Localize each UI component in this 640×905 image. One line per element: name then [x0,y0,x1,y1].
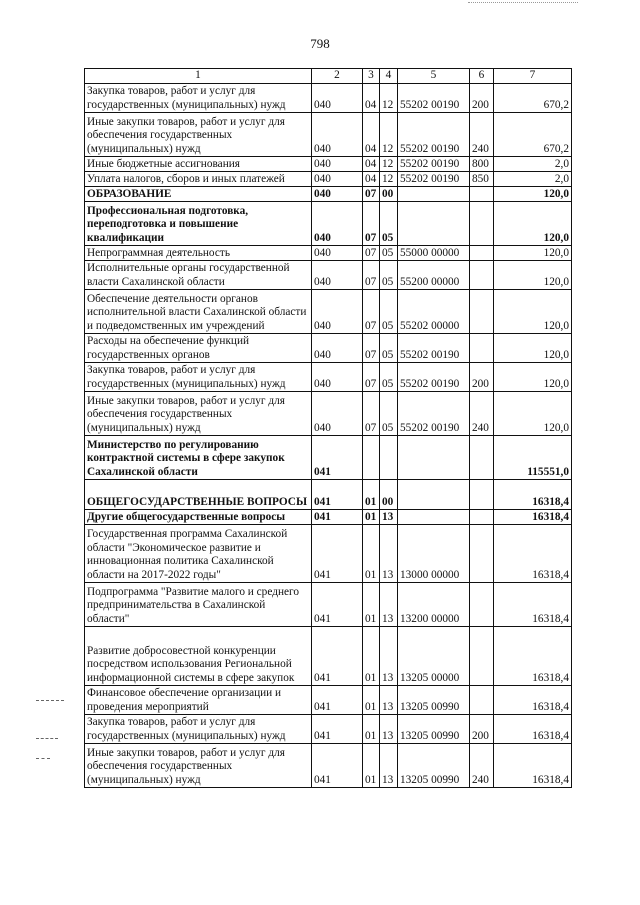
table-row [85,715,572,744]
subsection-code: 05 [380,363,398,392]
ministry-code: 041 [312,510,363,525]
item-name: ОБЩЕГОСУДАРСТВЕННЫЕ ВОПРОСЫ [85,480,312,510]
expense-type-code [470,290,494,334]
expense-type-code [470,436,494,480]
subsection-code: 12 [380,172,398,187]
amount-value: 120,0 [494,202,572,246]
table-row [85,187,572,202]
section-code: 07 [363,334,380,363]
subsection-code: 00 [380,480,398,510]
page-number: 798 [310,36,330,51]
amount-value: 16318,4 [494,744,572,788]
left-margin-mark [36,758,50,759]
subsection-code: 13 [380,525,398,583]
expense-type-code: 240 [470,392,494,436]
amount-value: 120,0 [494,261,572,290]
table-row [85,583,572,627]
amount-value: 120,0 [494,187,572,202]
expense-type-code [470,525,494,583]
ministry-code: 040 [312,261,363,290]
item-name: ОБРАЗОВАНИЕ [85,187,312,202]
amount-value: 16318,4 [494,627,572,686]
amount-value: 16318,4 [494,510,572,525]
item-name: Исполнительные органы государственной власти Сахалинской области [85,261,312,290]
table-row [85,202,572,246]
section-code: 04 [363,84,380,113]
target-article-code [398,480,470,510]
expense-type-code [470,202,494,246]
column-number-7: 7 [494,69,572,84]
item-name: Иные закупки товаров, работ и услуг для обеспечения государственных (муниципальных) нужд [85,392,312,436]
item-name: Профессиональная подготовка, переподготовка и повышение квалификации [85,202,312,246]
section-code: 07 [363,392,380,436]
section-code: 07 [363,187,380,202]
target-article-code [398,187,470,202]
item-name: Финансовое обеспечение организации и проведения мероприятий [85,686,312,715]
column-number-4: 4 [380,69,398,84]
target-article-code: 55202 00190 [398,113,470,157]
expense-type-code [470,510,494,525]
expense-type-code [470,480,494,510]
ministry-code: 040 [312,290,363,334]
subsection-code: 00 [380,187,398,202]
amount-value: 2,0 [494,157,572,172]
column-number-row [85,69,572,84]
subsection-code: 13 [380,583,398,627]
column-number-1: 1 [85,69,312,84]
subsection-code: 13 [380,510,398,525]
amount-value: 120,0 [494,392,572,436]
amount-value: 16318,4 [494,525,572,583]
ministry-code: 041 [312,436,363,480]
expense-type-code [470,686,494,715]
column-number-2: 2 [312,69,363,84]
table-row [85,261,572,290]
section-code: 07 [363,261,380,290]
target-article-code: 55202 00190 [398,157,470,172]
expense-type-code [470,187,494,202]
ministry-code: 041 [312,744,363,788]
item-name: Уплата налогов, сборов и иных платежей [85,172,312,187]
subsection-code [380,436,398,480]
subsection-code: 05 [380,261,398,290]
target-article-code: 55202 00190 [398,334,470,363]
top-margin-mark [468,2,578,3]
ministry-code: 040 [312,113,363,157]
item-name: Обеспечение деятельности органов исполнительной власти Сахалинской области и подведомственных им учреждений [85,290,312,334]
item-name: Непрограммная деятельность [85,246,312,261]
expense-type-code: 240 [470,113,494,157]
ministry-code: 040 [312,84,363,113]
ministry-code: 040 [312,202,363,246]
ministry-code: 040 [312,334,363,363]
amount-value: 16318,4 [494,715,572,744]
expense-type-code: 240 [470,744,494,788]
table-row [85,334,572,363]
table-row [85,290,572,334]
subsection-code: 13 [380,715,398,744]
item-name: Закупка товаров, работ и услуг для государственных (муниципальных) нужд [85,363,312,392]
subsection-code: 05 [380,290,398,334]
subsection-code: 13 [380,686,398,715]
budget-table [84,68,572,788]
left-margin-mark [36,700,64,701]
ministry-code: 041 [312,525,363,583]
table-row [85,157,572,172]
ministry-code: 041 [312,686,363,715]
target-article-code: 13205 00990 [398,686,470,715]
target-article-code: 55202 00190 [398,84,470,113]
section-code: 01 [363,715,380,744]
ministry-code: 040 [312,392,363,436]
subsection-code: 12 [380,113,398,157]
section-code: 07 [363,363,380,392]
amount-value: 120,0 [494,246,572,261]
expense-type-code [470,261,494,290]
target-article-code: 55202 00190 [398,392,470,436]
table-row [85,510,572,525]
item-name: Иные бюджетные ассигнования [85,157,312,172]
amount-value: 120,0 [494,363,572,392]
table-row [85,172,572,187]
section-code [363,436,380,480]
target-article-code [398,202,470,246]
expense-type-code: 200 [470,363,494,392]
amount-value: 16318,4 [494,583,572,627]
item-name: Закупка товаров, работ и услуг для государственных (муниципальных) нужд [85,84,312,113]
section-code: 01 [363,627,380,686]
target-article-code: 55202 00000 [398,290,470,334]
subsection-code: 05 [380,334,398,363]
item-name: Иные закупки товаров, работ и услуг для обеспечения государственных (муниципальных) нужд [85,113,312,157]
expense-type-code [470,583,494,627]
target-article-code [398,436,470,480]
item-name: Государственная программа Сахалинской области "Экономическое развитие и инновационная политика Сахалинской области на 2017-2022 годы" [85,525,312,583]
target-article-code: 55000 00000 [398,246,470,261]
target-article-code: 13000 00000 [398,525,470,583]
amount-value: 120,0 [494,334,572,363]
section-code: 04 [363,157,380,172]
item-name: Подпрограмма "Развитие малого и среднего предпринимательства в Сахалинской области" [85,583,312,627]
item-name: Закупка товаров, работ и услуг для государственных (муниципальных) нужд [85,715,312,744]
subsection-code: 12 [380,84,398,113]
subsection-code: 13 [380,627,398,686]
subsection-code: 05 [380,392,398,436]
subsection-code: 12 [380,157,398,172]
amount-value: 16318,4 [494,686,572,715]
expense-type-code: 800 [470,157,494,172]
item-name: Расходы на обеспечение функций государственных органов [85,334,312,363]
amount-value: 120,0 [494,290,572,334]
table-row [85,686,572,715]
ministry-code: 040 [312,246,363,261]
table-row [85,84,572,113]
amount-value: 670,2 [494,84,572,113]
subsection-code: 13 [380,744,398,788]
target-article-code [398,510,470,525]
column-number-6: 6 [470,69,494,84]
item-name: Развитие добросовестной конкуренции посредством использования Региональной информационной системы в сфере закупок [85,627,312,686]
amount-value: 2,0 [494,172,572,187]
table-row [85,436,572,480]
ministry-code: 040 [312,187,363,202]
budget-table-body [85,69,572,788]
section-code: 07 [363,202,380,246]
amount-value: 115551,0 [494,436,572,480]
column-number-3: 3 [363,69,380,84]
amount-value: 16318,4 [494,480,572,510]
item-name: Иные закупки товаров, работ и услуг для обеспечения государственных (муниципальных) нужд [85,744,312,788]
subsection-code: 05 [380,246,398,261]
table-row [85,246,572,261]
left-margin-mark [36,738,58,739]
target-article-code: 55202 00190 [398,172,470,187]
table-row [85,525,572,583]
item-name: Министерство по регулированию контрактной системы в сфере закупок Сахалинской области [85,436,312,480]
expense-type-code [470,627,494,686]
section-code: 01 [363,480,380,510]
section-code: 01 [363,510,380,525]
section-code: 01 [363,686,380,715]
column-number-5: 5 [398,69,470,84]
table-row [85,363,572,392]
table-row [85,113,572,157]
item-name: Другие общегосударственные вопросы [85,510,312,525]
ministry-code: 041 [312,715,363,744]
ministry-code: 041 [312,480,363,510]
section-code: 01 [363,525,380,583]
ministry-code: 040 [312,363,363,392]
subsection-code: 05 [380,202,398,246]
section-code: 01 [363,744,380,788]
target-article-code: 13200 00000 [398,583,470,627]
expense-type-code: 200 [470,84,494,113]
expense-type-code [470,246,494,261]
target-article-code: 13205 00990 [398,715,470,744]
ministry-code: 040 [312,172,363,187]
ministry-code: 041 [312,583,363,627]
table-row [85,627,572,686]
expense-type-code [470,334,494,363]
target-article-code: 55202 00190 [398,363,470,392]
expense-type-code: 200 [470,715,494,744]
target-article-code: 13205 00990 [398,744,470,788]
table-row [85,744,572,788]
ministry-code: 041 [312,627,363,686]
ministry-code: 040 [312,157,363,172]
target-article-code: 13205 00000 [398,627,470,686]
section-code: 04 [363,113,380,157]
section-code: 07 [363,290,380,334]
section-code: 01 [363,583,380,627]
section-code: 04 [363,172,380,187]
expense-type-code: 850 [470,172,494,187]
target-article-code: 55200 00000 [398,261,470,290]
table-row [85,392,572,436]
table-row [85,480,572,510]
section-code: 07 [363,246,380,261]
amount-value: 670,2 [494,113,572,157]
